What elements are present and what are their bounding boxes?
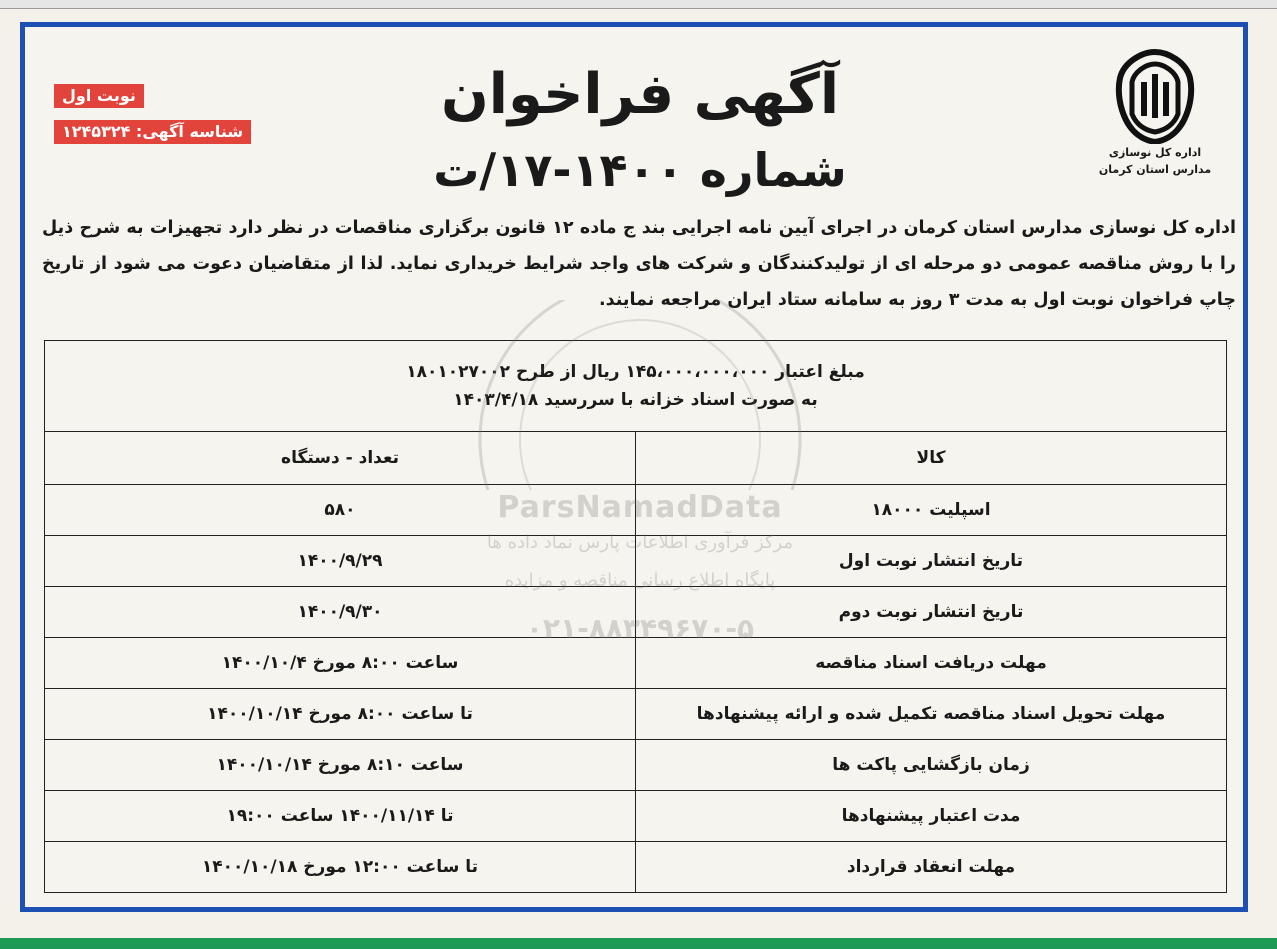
row-label: مدت اعتبار پیشنهادها — [636, 791, 1227, 842]
bottom-strip — [0, 938, 1277, 949]
row-value: تا ۱۴۰۰/۱۱/۱۴ ساعت ۱۹:۰۰ — [45, 791, 636, 842]
credit-line2: به صورت اسناد خزانه با سررسید ۱۴۰۳/۴/۱۸ — [453, 390, 818, 410]
table-header-row — [45, 432, 1227, 485]
header-quantity: تعداد - دستگاه — [45, 432, 636, 485]
credit-row — [45, 341, 1227, 432]
table-row — [45, 536, 1227, 587]
table-row — [45, 842, 1227, 893]
row-label: اسپلیت ۱۸۰۰۰ — [636, 485, 1227, 536]
row-label: زمان بازگشایی پاکت ها — [636, 740, 1227, 791]
table-row — [45, 689, 1227, 740]
row-label: تاریخ انتشار نوبت اول — [636, 536, 1227, 587]
row-value: ۱۴۰۰/۹/۳۰ — [45, 587, 636, 638]
table-row — [45, 740, 1227, 791]
organization-logo — [1095, 48, 1215, 198]
row-label: مهلت دریافت اسناد مناقصه — [636, 638, 1227, 689]
row-label: مهلت تحویل اسناد مناقصه تکمیل شده و ارائه پیشنهادها — [636, 689, 1227, 740]
watermark-phone: ۰۲۱-۸۸۳۴۹۶۷۰-۵ — [525, 612, 755, 645]
tender-table — [44, 340, 1227, 893]
intro-paragraph: اداره کل نوسازی مدارس استان کرمان در اجرای آیین نامه اجرایی بند ج ماده ۱۲ قانون برگزاری مناقصات در نظر دارد تجهیزات به شرح ذیل را با روش مناقصه عمومی دو مرحله ای از تولیدکنندگان و شرکت های واجد شرایط خریداری نماید. لذا از متقاضیان دعوت می شود از تاریخ چاپ فراخوان نوبت اول به مدت ۳ روز به سامانه ستاد ایران مراجعه نمایند. — [42, 218, 1236, 310]
row-value: ۱۴۰۰/۹/۲۹ — [45, 536, 636, 587]
credit-cell — [45, 341, 1227, 432]
watermark-line2: پایگاه اطلاع رسانی مناقصه و مزایده — [504, 570, 776, 591]
row-value: تا ساعت ۱۲:۰۰ مورخ ۱۴۰۰/۱۰/۱۸ — [45, 842, 636, 893]
notice-title: آگهی فراخوان — [440, 62, 840, 127]
row-label: تاریخ انتشار نوبت دوم — [636, 587, 1227, 638]
row-value: ساعت ۸:۰۰ مورخ ۱۴۰۰/۱۰/۴ — [45, 638, 636, 689]
table-row — [45, 587, 1227, 638]
table-row — [45, 485, 1227, 536]
table-row — [45, 638, 1227, 689]
top-rule — [0, 0, 1277, 9]
ad-id-badge: شناسه آگهی: ۱۲۴۵۳۲۴ — [54, 120, 251, 144]
emblem-icon — [1112, 48, 1198, 144]
row-value: ۵۸۰ — [45, 485, 636, 536]
watermark-line1: مرکز فرآوری اطلاعات پارس نماد داده ها — [486, 532, 794, 553]
credit-line1: مبلغ اعتبار ۱۴۵،۰۰۰،۰۰۰،۰۰۰ ریال از طرح ۱۸۰۱۰۲۷۰۰۲ — [406, 362, 865, 382]
organization-name-line1: اداره کل نوسازی — [1108, 146, 1202, 159]
row-value: ساعت ۸:۱۰ مورخ ۱۴۰۰/۱۰/۱۴ — [45, 740, 636, 791]
issue-badge: نوبت اول — [54, 84, 144, 108]
row-value: تا ساعت ۸:۰۰ مورخ ۱۴۰۰/۱۰/۱۴ — [45, 689, 636, 740]
watermark-brand: ParsNamadData — [497, 490, 783, 525]
organization-name-line2: مدارس استان کرمان — [1098, 163, 1212, 176]
row-label: مهلت انعقاد قرارداد — [636, 842, 1227, 893]
notice-number: شماره ۱۴۰۰-۱۷/ت — [433, 143, 847, 197]
table-row — [45, 791, 1227, 842]
header-item: کالا — [636, 432, 1227, 485]
